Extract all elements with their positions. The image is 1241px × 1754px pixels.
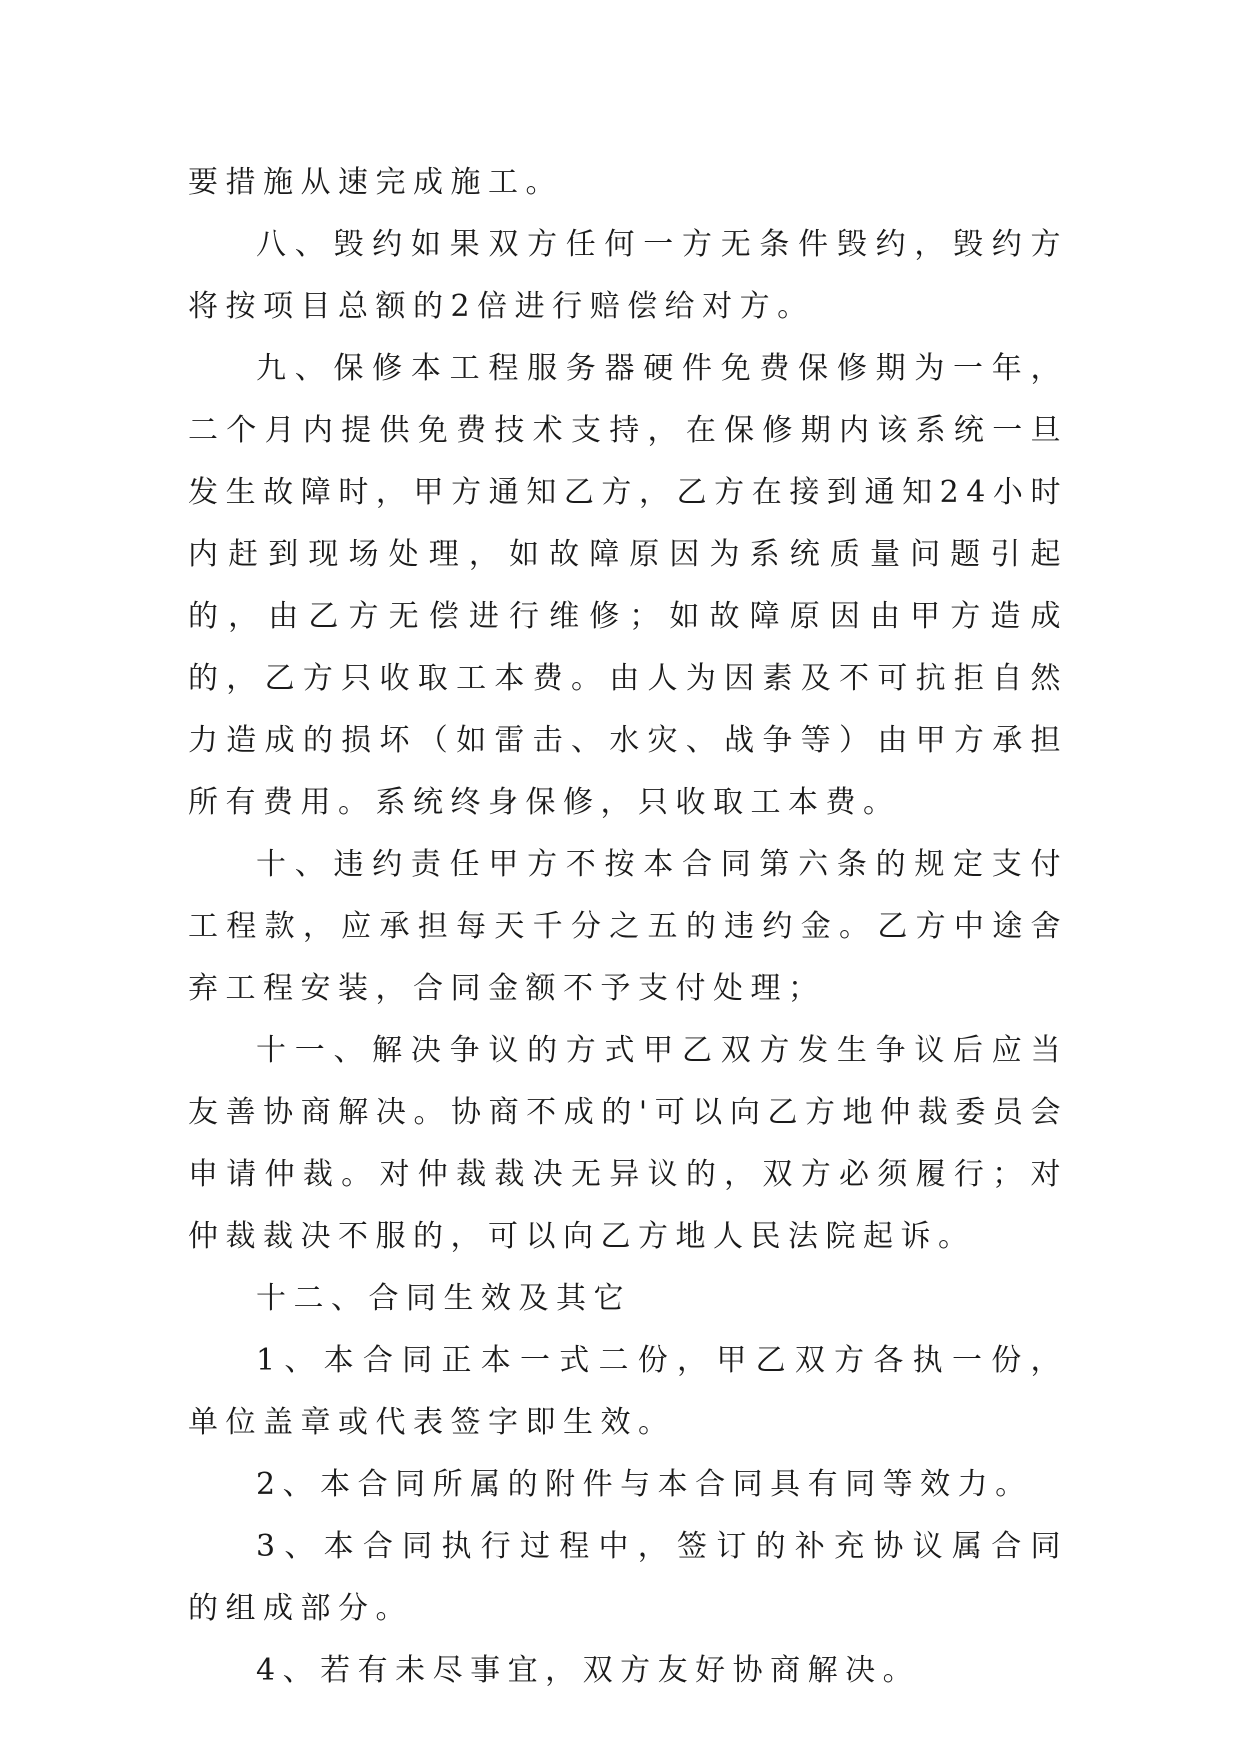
paragraph-clause-9: 九、保修本工程服务器硬件免费保修期为一年，二个月内提供免费技术支持，在保修期内该系统一旦发生故障时，甲方通知乙方，乙方在接到通知24小时内赶到现场处理，如故障原因为系统质量问题引起的，由乙方无偿进行维修；如故障原因由甲方造成的，乙方只收取工本费。由人为因素及不可抗拒自然力造成的损坏（如雷击、水灾、战争等）由甲方承担所有费用。系统终身保修，只收取工本费。 <box>188 351 1068 820</box>
paragraph-continuation: 要措施从速完成施工。 <box>188 165 563 200</box>
document-body <box>188 152 1068 1702</box>
paragraph-clause-10: 十、违约责任甲方不按本合同第六条的规定支付工程款，应承担每天千分之五的违约金。乙方中途舍弃工程安装，合同金额不予支付处理； <box>188 847 1068 1006</box>
paragraph-item-1: 1、本合同正本一式二份，甲乙双方各执一份，单位盖章或代表签字即生效。 <box>188 1343 1068 1440</box>
paragraph-clause-11: 十一、解决争议的方式甲乙双方发生争议后应当友善协商解决。协商不成的'可以向乙方地仲裁委员会申请仲裁。对仲裁裁决无异议的，双方必须履行；对仲裁裁决不服的，可以向乙方地人民法院起诉。 <box>188 1033 1068 1254</box>
paragraph-item-2: 2、本合同所属的附件与本合同具有同等效力。 <box>256 1467 1033 1502</box>
paragraph-item-4: 4、若有未尽事宜，双方友好协商解决。 <box>256 1653 921 1688</box>
paragraph-clause-12-heading: 十二、合同生效及其它 <box>256 1281 631 1316</box>
paragraph-item-3: 3、本合同执行过程中，签订的补充协议属合同的组成部分。 <box>188 1529 1068 1626</box>
paragraph-clause-8: 八、毁约如果双方任何一方无条件毁约，毁约方将按项目总额的2倍进行赔偿给对方。 <box>188 227 1068 324</box>
